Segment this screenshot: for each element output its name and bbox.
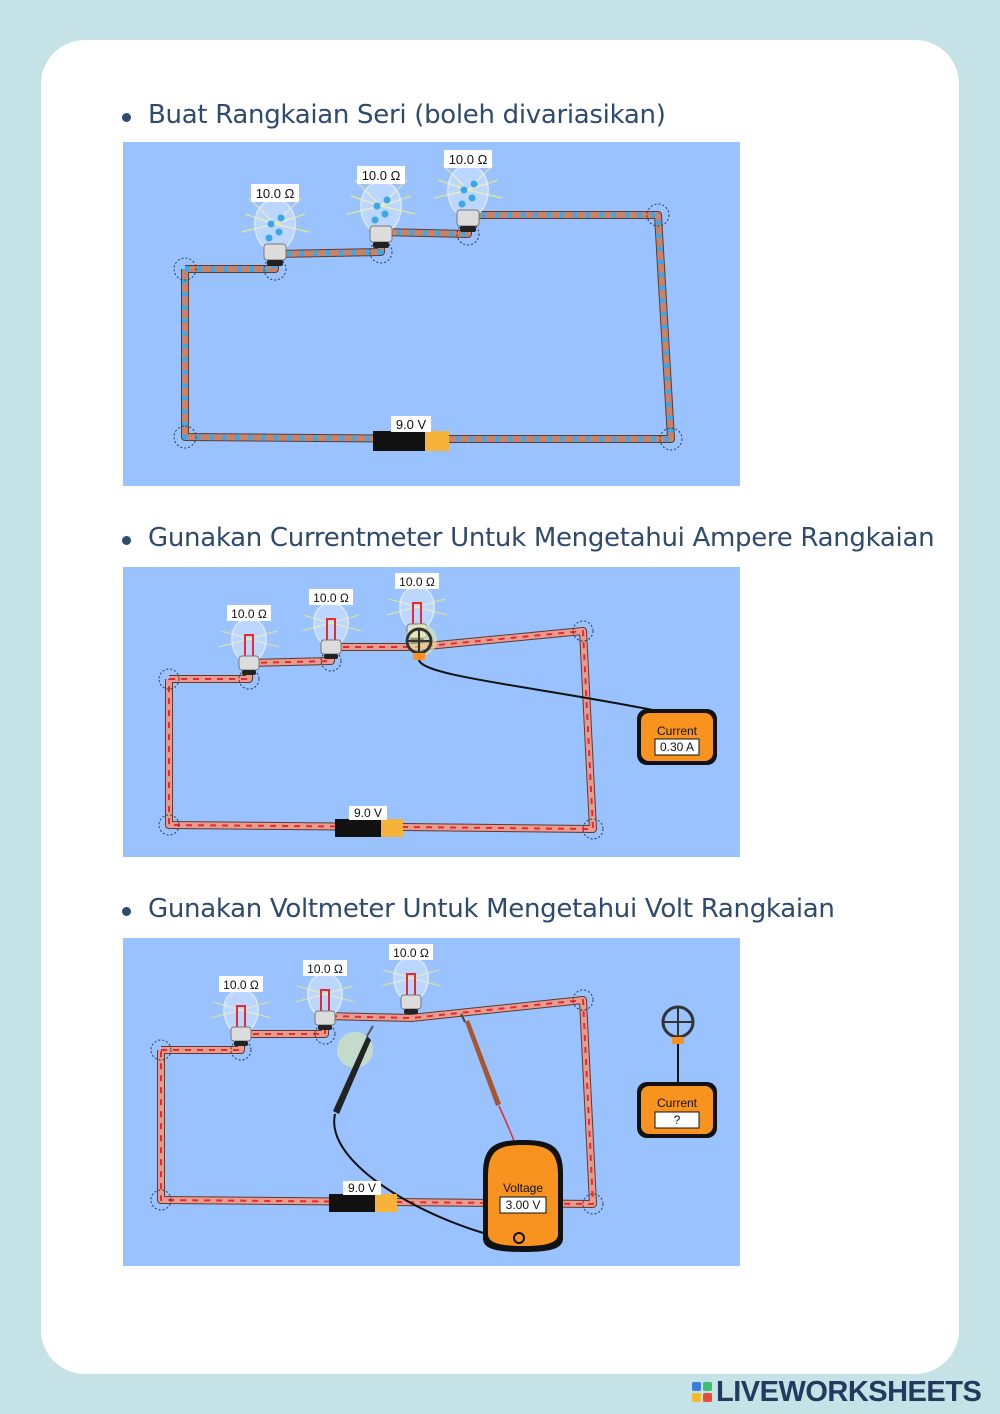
- ammeter-title: Current: [656, 724, 698, 738]
- liveworksheets-logo[interactable]: [692, 1376, 981, 1408]
- battery-label: 9.0 V: [395, 417, 427, 432]
- bulb-2-label: 10.0 Ω: [313, 591, 349, 605]
- bulb-3-label: 10.0 Ω: [399, 575, 435, 589]
- battery-label: 9.0 V: [353, 806, 383, 820]
- bulb-3[interactable]: [434, 150, 502, 232]
- bullet: [122, 113, 131, 122]
- bulb-3-label: 10.0 Ω: [393, 946, 429, 960]
- battery[interactable]: [335, 806, 403, 837]
- circuit-sim-ammeter[interactable]: [123, 567, 740, 857]
- bullet: [122, 536, 131, 545]
- logo-mark-icon: [692, 1382, 712, 1402]
- voltmeter[interactable]: [483, 1140, 563, 1252]
- ammeter-reading: 0.30 A: [659, 740, 695, 754]
- ammeter-tool-reading: ?: [673, 1113, 681, 1127]
- bulb-3-label: 10.0 Ω: [448, 152, 488, 167]
- battery-label: 9.0 V: [347, 1181, 377, 1195]
- section-2-heading: Gunakan Currentmeter Untuk Mengetahui Ampere Rangkaian: [148, 523, 935, 553]
- ammeter[interactable]: [637, 709, 717, 765]
- section-1-heading: Buat Rangkaian Seri (boleh divariasikan): [148, 100, 666, 130]
- voltmeter-reading: 3.00 V: [505, 1198, 541, 1212]
- battery[interactable]: [373, 416, 449, 451]
- red-probe[interactable]: [461, 1014, 501, 1106]
- bulb-2-label: 10.0 Ω: [307, 962, 343, 976]
- ammeter-probe[interactable]: [405, 624, 437, 660]
- bulb-1-label: 10.0 Ω: [223, 978, 259, 992]
- bulb-3[interactable]: [381, 944, 441, 1014]
- series-circuit-diagram: [123, 142, 740, 486]
- logo-text: LIVEWORKSHEETS: [716, 1375, 982, 1408]
- section-3-heading: Gunakan Voltmeter Untuk Mengetahui Volt Rangkaian: [148, 894, 835, 924]
- circuit-sim-series[interactable]: [123, 142, 740, 486]
- circuit-sim-voltmeter[interactable]: [123, 938, 740, 1266]
- battery[interactable]: [329, 1181, 397, 1212]
- bulb-1-label: 10.0 Ω: [255, 186, 295, 201]
- ammeter-tool-title: Current: [656, 1096, 698, 1110]
- voltmeter-title: Voltage: [502, 1181, 544, 1195]
- bullet: [122, 907, 131, 916]
- ammeter-circuit-diagram: [123, 567, 740, 857]
- bulb-2-label: 10.0 Ω: [361, 168, 401, 183]
- bulb-1-label: 10.0 Ω: [231, 607, 267, 621]
- voltmeter-circuit-diagram: [123, 938, 740, 1266]
- ammeter-tool[interactable]: [637, 1007, 717, 1138]
